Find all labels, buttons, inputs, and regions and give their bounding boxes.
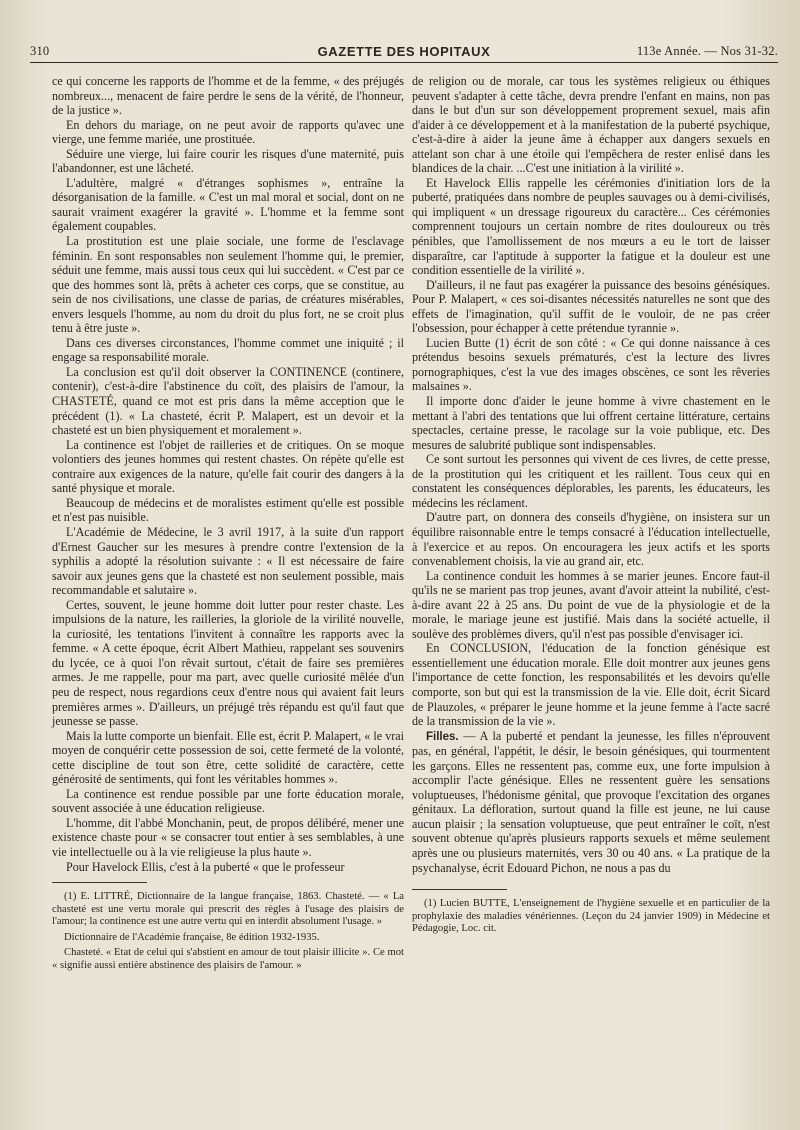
paragraph-text: D'autre part, on donnera des conseils d'hygiène, on insistera sur un équilibre raisonnable entre le temps consacré à l'éducation intellectuelle, à l'exercice et au repos. On encouragera les jeux actifs et les sports convenablement choisis, la vie au grand air, etc. <box>412 510 770 569</box>
paragraph <box>52 74 404 118</box>
paragraph <box>412 729 770 875</box>
paragraph-text: La continence conduit les hommes à se marier jeunes. Encore faut-il qu'ils ne se marient pas trop jeunes, avant d'avoir atteint la nubilité, c'est-à-dire avant 22 à 25 ans. Du point de vue de la physiologie et de la morale, le mariage jeune est justifié. Mais dans la société actuelle, il soulève des problèmes divers, qu'il n'est pas possible d'envisager ici. <box>412 568 770 641</box>
footnote-rule <box>412 889 507 890</box>
paragraph <box>412 394 770 452</box>
paragraph-text: L'homme, dit l'abbé Monchanin, peut, de propos délibéré, mener une existence chaste pour « se consacrer tout entier à ses semblables, à une vie intellectuelle ou à la vie religieuse la plus haute ». <box>52 815 404 859</box>
left-footnotes <box>52 891 404 973</box>
paragraph-text: Pour Havelock Ellis, c'est à la puberté « que le professeur <box>66 859 345 874</box>
paragraph <box>52 336 404 365</box>
header-rule <box>30 62 778 63</box>
paragraph <box>412 452 770 510</box>
paragraph <box>412 278 770 336</box>
footnote: Dictionnaire de l'Académie française, 8e édition 1932-1935. <box>64 931 320 943</box>
left-column <box>52 74 404 973</box>
paragraph-text: D'ailleurs, il ne faut pas exagérer la puissance des besoins génésiques. Pour P. Malapert, « ces soi-disantes nécessités naturelles ne sont que des effets de l'imagination, qu'il suffit de le vouloir, de ne pas créer l'obsession, pour échapper à cette prétendue tyrannie ». <box>412 277 770 336</box>
issue-info: 113e Année. — Nos 31-32. <box>636 44 778 58</box>
paragraph-text: La continence est l'objet de railleries et de critiques. On se moque volontiers des jeunes hommes qui restent chastes. On répète qu'elle est contraire aux exigences de la nature, qu'elle fait courir des dangers à la santé physique et morale. <box>52 437 404 496</box>
paragraph-text: En dehors du mariage, on ne peut avoir de rapports qu'avec une vierge, une femme mariée, une prostituée. <box>52 117 404 147</box>
paragraph <box>52 816 404 860</box>
left-column-body <box>52 74 404 874</box>
paragraph-text: Lucien Butte (1) écrit de son côté : « Ce qui donne naissance à ces prétendus besoins sexuels prématurés, c'est la lecture des livres pornographiques, c'est la vue des images obscènes, ce sont les rêveries malsaines ». <box>412 335 770 394</box>
paragraph <box>412 74 770 176</box>
footnote-rule <box>52 882 147 883</box>
paragraph <box>412 569 770 642</box>
paragraph-text: En CONCLUSION, l'éducation de la fonction génésique est essentiellement une éducation morale. Elle doit montrer aux jeunes gens l'importance de cette fonction, les responsabilités et les devoirs qu'elle comporte, son but qui est la transmission de la vie. Elle doit, écrit Sicard de Plauzoles, « préparer le jeune homme et la jeune femme à l'acte sacré de la transmission de la vie ». <box>412 641 770 729</box>
paragraph-text: Et Havelock Ellis rappelle les cérémonies d'initiation lors de la puberté, pratiquées dans nombre de peuples sauvages ou à demi-civilisés, qui impliquent « un dressage rigoureux du caractère... Ces cérémonies comprennent toujours un certain nombre de rites douloureux ou très pénibles, que l'amollissement de nos mœurs a eu le tort de laisser disparaître, car l'aptitude à supporter la fatigue et la douleur est une condition essentielle de la virilité ». <box>412 175 770 278</box>
paragraph-text: Beaucoup de médecins et de moralistes estiment qu'elle est possible et n'est pas nuisible. <box>52 495 404 525</box>
paragraph-text: La continence est rendue possible par une forte éducation morale, souvent associée à une éducation religieuse. <box>52 786 404 816</box>
footnote: (1) E. LITTRÉ, Dictionnaire de la langue française, 1863. Chasteté. — « La chasteté est une vertu morale qui prescrit des règles à l'usage des plaisirs de l'amour; la continence est une autre vertu qui en interdit absolument l'usage. » <box>52 891 404 928</box>
paragraph <box>52 234 404 336</box>
page-number: 310 <box>30 44 50 58</box>
paragraph <box>412 641 770 728</box>
paragraph-text: ce qui concerne les rapports de l'homme et de la femme, « des préjugés nombreux..., menacent de faire perdre le sens de la vérité, de l'honneur, de la justice ». <box>52 74 404 118</box>
paragraph <box>52 147 404 176</box>
paragraph <box>52 496 404 525</box>
paragraph <box>52 598 404 729</box>
paragraph <box>52 525 404 598</box>
journal-title: GAZETTE DES HOPITAUX <box>317 44 491 59</box>
right-column <box>412 74 770 936</box>
paragraph <box>52 365 404 438</box>
paragraph <box>52 176 404 234</box>
paragraph <box>52 860 404 875</box>
right-footnotes <box>412 898 770 936</box>
paragraph <box>52 118 404 147</box>
paragraph <box>412 510 770 568</box>
right-column-body <box>412 74 770 875</box>
paragraph-text: L'Académie de Médecine, le 3 avril 1917, à la suite d'un rapport d'Ernest Gaucher sur les mesures à prendre contre l'extension de la syphilis a adopté la résolution suivante : « Il est nécessaire de faire savoir aux jeunes gens que la chasteté est non seulement possible, mais recommandable et salutaire ». <box>52 524 404 598</box>
paragraph-text: de religion ou de morale, car tous les systèmes religieux ou éthiques peuvent s'adapter à cette tâche, devra prendre l'enfant en mains, non pas dans le but d'un sur son développement proprement sexuel, mais afin d'aider à ce développement et à la manifestation de la puberté psychique, c'est-à-dire à aider la jeune âme à échapper aux dangers sexuels en attelant son char à une étoile qui l'empêchera de rester enlisé dans les blandices de la chair. ...C'est une initiation à la virilité ». <box>412 74 770 176</box>
footnote: (1) Lucien BUTTE, L'enseignement de l'hygiène sexuelle et en particulier de la prophylaxie des maladies vénériennes. (Leçon du 24 janvier 1909) in Médecine et Pédagogie, Loc. cit. <box>412 898 770 935</box>
paragraph-text: La prostitution est une plaie sociale, une forme de l'esclavage féminin. En sont responsables non seulement l'homme qui, le premier, séduit une femme, mais aussi tous ceux qui lui succèdent. « C'est par ce que des hommes sont là, prêts à acheter ces corps, que se constitue, au sein de nos civilisations, une classe de parias, de créatures misérables, envers lesquels l'homme, au nom du droit du plus fort, ne se croit plus tenu à être juste ». <box>52 234 404 336</box>
paragraph-text: Mais la lutte comporte un bienfait. Elle est, écrit P. Malapert, « le vrai moyen de conquérir cette possession de soi, cette fermeté de la volonté, cette discipline de tout son être, cette solidité de caractère, cette générosité de sentiments, qui font les véritables hommes ». <box>52 728 404 787</box>
paragraph <box>412 336 770 394</box>
paragraph <box>52 787 404 816</box>
paragraph <box>52 438 404 496</box>
paragraph <box>412 176 770 278</box>
paragraph-text: Il importe donc d'aider le jeune homme à vivre chastement en le mettant à l'abri des tentations que lui offrent certaine littérature, certains spectacles, certaine presse, le racolage sur la voie publique, etc. Des mesures de salubrité publique sont indispensables. <box>412 394 770 452</box>
paragraph-text: — A la puberté et pendant la jeunesse, les filles n'éprouvent pas, en général, l'appétit, le désir, le besoin génésiques, qui tourmentent les garçons. Elles ne ressentent pas, comme eux, une forte impulsion à accomplir l'acte génésique. Elles ne ressentent guère les sensations voluptueuses, l'hédonisme génital, que provoque l'excitation des organes génitaux. La défloration, surtout quand la fille est jeune, ne lui cause aucun plaisir ; la sensation voluptueuse, que peut entraîner le coït, n'est souvent obtenue qu'après plusieurs rapports sexuels et même seulement après une ou plusieurs maternités, vers 30 ou 40 ans. « La pratique de la psychanalyse, écrit Edouard Pichon, ne nous a pas du <box>412 728 770 875</box>
section-lead: Filles. <box>426 730 459 743</box>
paragraph-text: Ce sont surtout les personnes qui vivent de ces livres, de cette presse, de la prostitution qui les critiquent et les raillent. Tous ceux qui en constatent les conséquences déplorables, les parents, les éducateurs, les médecins les réclament. <box>412 452 770 510</box>
paragraph-text: Certes, souvent, le jeune homme doit lutter pour rester chaste. Les impulsions de la nature, les railleries, la gloriole de la virilité nouvelle, la curiosité, les tentations l'invitent à connaître les rapports avec la femme. « A cette époque, écrit Albert Mathieu, rappelant ses souvenirs du lycée, ce à quoi l'on rêvait surtout, c'était de faire ses premières armes. Je me rappelle, pour ma part, avec quelle curiosité mêlée d'un peu de respect, nous regardions ceux d'entre nous qui avaient fait leurs premières armes ». D'ailleurs, un préjugé très répandu est qu'il faut que jeunesse se passe. <box>52 597 404 729</box>
paragraph-text: Dans ces diverses circonstances, l'homme commet une iniquité ; il engage sa responsabilité morale. <box>52 335 404 365</box>
paragraph <box>52 729 404 787</box>
paragraph-text: Séduire une vierge, lui faire courir les risques d'une maternité, puis l'abandonner, est une lâcheté. <box>52 146 404 176</box>
paragraph-text: La conclusion est qu'il doit observer la CONTINENCE (continere, contenir), c'est-à-dire l'abstinence du coït, des plaisirs de l'amour, la CHASTETÉ, quand ce mot est pris dans la même acception que le précédent (1). « La chasteté, écrit P. Malapert, est un devoir et la chasteté est un bien physiquement et moralement ». <box>52 364 404 438</box>
running-header <box>30 42 778 62</box>
footnote: Chasteté. « Etat de celui qui s'abstient en amour de tout plaisir illicite ». Ce mot « signifie aussi entière abstinence des plaisirs de l'amour. » <box>52 947 404 972</box>
paragraph-text: L'adultère, malgré « d'étranges sophismes », entraîne la désorganisation de la famille. « C'est un mal moral et social, dont on ne saurait vraiment exagérer la gravité ». L'homme et la femme sont également coupables. <box>52 175 404 234</box>
